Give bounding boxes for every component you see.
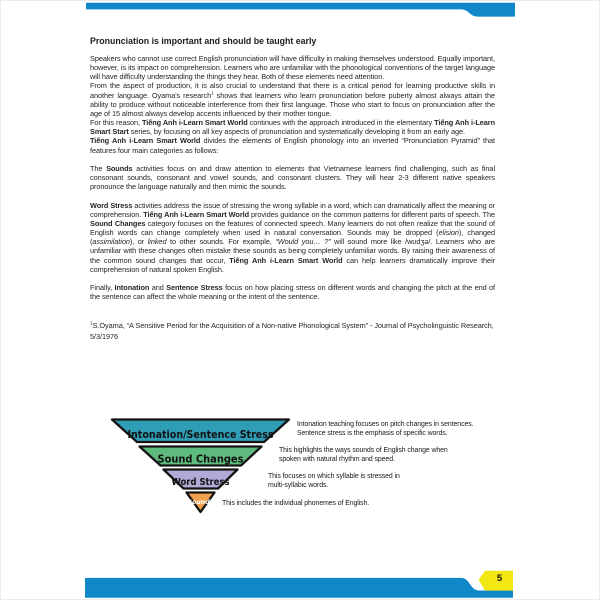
- paragraph: Word Stress activities address the issue of stressing the wrong syllable in a word, which can dramatically affect the meaning or comprehension. Tiếng Anh i-Learn Smart World provides guidance on the common patterns for different parts of speech. The Sound Changes category focuses on the features of connected speech. Many learners do not often realize that the sound of English words can change completely when used in natural conversation. Sounds may be dropped (elision), changed (assimilation), or linked to other sounds. For example, “Would you… ?” will sound more like /wʊdʒə/. Learners who are unfamiliar with these changes often mistake these sounds as being completely unfamiliar words. By raising their awareness of the common sound changes that occur, Tiếng Anh i-Learn Smart World can help learners dramatically improve their comprehension of natural spoken English.: [90, 200, 496, 274]
- pyramid-description-sounds: [222, 499, 369, 508]
- page-title: Pronunciation is important and should be taught early: [90, 36, 317, 46]
- pyramid-description-word-stress: [268, 472, 400, 491]
- paragraph: Tiếng Anh i-Learn Smart World divides the elements of English phonology into an inverted “Pronunciation Pyramid” that features four main categories as follows:: [90, 136, 495, 155]
- paragraph: For this reason, Tiếng Anh i-Learn Smart World continues with the approach introduced in the elementary Tiếng Anh i-Learn Smart Start series, by focusing on all key aspects of pronunciation and systematically developing it from an early age.: [90, 118, 495, 137]
- page-number: 5: [496, 572, 503, 584]
- pyramid-description-line: This highlights the ways sounds of English change when: [279, 447, 448, 454]
- pyramid-label-sound-changes: Sound Changes: [157, 454, 244, 466]
- pyramid-description-line: Intonation teaching focuses on pitch changes in sentences.: [297, 421, 474, 428]
- paragraph: From the aspect of production, it is also crucial to understand that there is a critical period for learning productive skills in another language. Oyama's research$^1$ shows that learners who learn pronunciation before puberty almost always attain the ability to produce without noticeable interference from their first language. Those who start to focus on pronunciation after the age of 15 almost always develop accents influenced by their mother tongue.: [90, 81, 496, 118]
- article-blocks: [90, 54, 495, 342]
- pyramid-label-intonation: Intonation/Sentence Stress: [127, 429, 274, 441]
- article: [90, 36, 495, 342]
- footnote: $^1$S.Oyama, “A Sensitive Period for the Acquisition of a Non-native Phonological System” - Journal of Psycholinguistic Research, 5/3/1976: [90, 321, 494, 342]
- header-bar: [86, 3, 515, 17]
- pyramid-description-sound-changes: [279, 446, 448, 465]
- pyramid-description-line: Sentence stress is the emphasis of specific words.: [297, 430, 448, 438]
- pyramid-description-intonation: [297, 420, 473, 439]
- pyramid-description-line: This includes the individual phonemes of English.: [222, 500, 370, 507]
- footer-bar: [85, 578, 513, 598]
- paragraph: The Sounds activities focus on and draw attention to elements that Vietnamese learners find challenging, such as final consonant sounds, consonant and vowel sounds, and consonant clusters. They will hear 2-3 different native speakers pronounce the language naturally and then mimic the sounds.: [90, 163, 496, 192]
- paragraph: Finally, Intonation and Sentence Stress focus on how placing stress on different words and changing the pitch at the end of the sentence can affect the whole meaning or the intent of the sentence.: [90, 283, 495, 302]
- pyramid-description-line: This focuses on which syllable is stressed in: [268, 473, 400, 480]
- paragraph: Speakers who cannot use correct English pronunciation will have difficulty in making themselves understood. Equally important, however, is its impact on comprehension. Learners who are unfamiliar with the phonological conventions of the target language will have difficulty understanding the things they hear. Both of these elements need attention.: [90, 54, 495, 82]
- pyramid-description-line: spoken with natural rhythm and speed.: [279, 456, 395, 464]
- pyramid-description-line: multi-syllabic words.: [268, 482, 329, 490]
- pyramid-label-word-stress: Word Stress: [171, 476, 230, 488]
- pyramid-label-sounds: Sounds: [187, 499, 214, 507]
